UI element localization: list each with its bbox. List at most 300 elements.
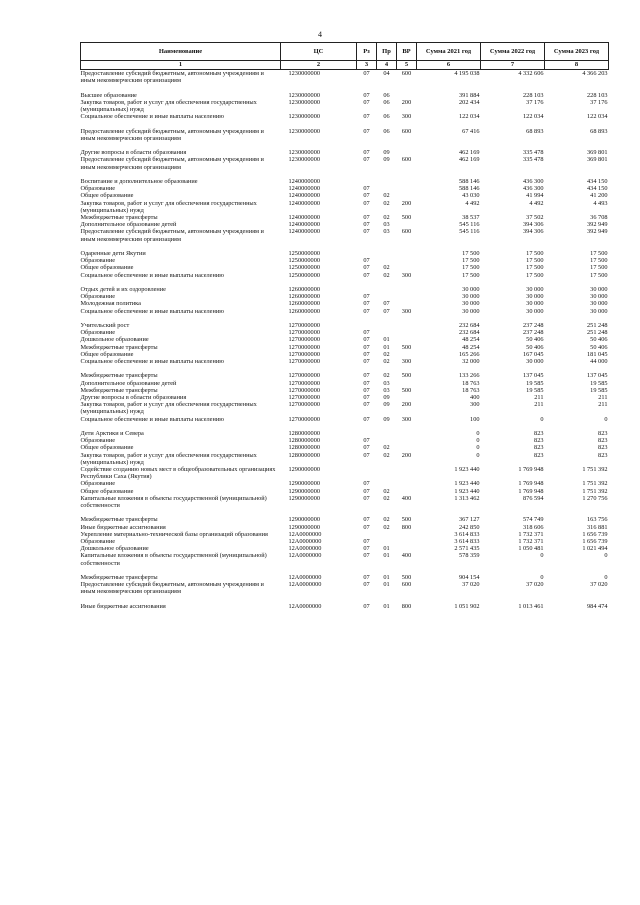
row-name: Социальное обеспечение и иные выплаты населению — [80, 358, 224, 366]
row-sum-2022: 19 585 — [526, 379, 544, 387]
row-cs: 1260000000 — [288, 293, 320, 301]
row-sum-2021: 300 — [470, 401, 480, 409]
row-rz: 07 — [363, 199, 370, 207]
row-pr: 02 — [383, 192, 390, 200]
table-row — [81, 156, 609, 170]
table-row — [81, 250, 609, 257]
row-sum-2022: 0 — [540, 415, 544, 423]
table-row — [81, 380, 609, 387]
row-name: Высшее образование — [80, 91, 137, 99]
row-sum-2023: 19 585 — [590, 379, 608, 387]
row-rz: 07 — [363, 149, 370, 157]
row-name: Социальное обеспечение и иные выплаты населению — [80, 271, 224, 279]
row-vr — [397, 394, 417, 401]
row-sum-2022: 0 — [540, 552, 544, 560]
table-row — [81, 552, 609, 566]
table-row — [81, 300, 609, 307]
row-sum-2023: 251 248 — [587, 322, 608, 329]
row-sum-2023: 122 034 — [587, 113, 608, 121]
row-sum-2023: 0 — [604, 415, 608, 423]
row-rz: 07 — [363, 214, 370, 221]
row-cs: 1230000000 — [288, 113, 320, 121]
row-name: Образование — [80, 257, 116, 265]
row-sum-2022: 30 000 — [526, 300, 544, 308]
row-sum-2023: 211 — [598, 394, 608, 402]
row-cs: 12А0000000 — [288, 574, 322, 582]
row-sum-2023: 4 366 203 — [582, 70, 608, 77]
row-rz: 07 — [363, 516, 370, 524]
row-vr — [397, 286, 417, 293]
header-sum-2022: Сумма 2022 год — [481, 43, 545, 61]
row-rz — [357, 250, 377, 257]
row-cs: 1240000000 — [288, 228, 320, 236]
row-pr: 01 — [383, 343, 390, 351]
row-sum-2022: 394 306 — [523, 228, 544, 236]
row-cs: 1260000000 — [288, 286, 320, 293]
row-cs: 1270000000 — [288, 343, 320, 351]
row-pr — [377, 466, 397, 480]
header-name: Наименование — [81, 43, 281, 61]
row-rz: 07 — [363, 257, 370, 265]
row-vr — [397, 545, 417, 552]
row-sum-2022: 4 332 606 — [518, 70, 544, 77]
table-row — [81, 516, 609, 523]
row-sum-2021: 578 359 — [459, 552, 480, 560]
row-name: Социальное обеспечение и иные выплаты населению — [80, 415, 224, 423]
row-rz — [357, 531, 377, 538]
row-name: Закупка товаров, работ и услуг для обеспечения государственных (муниципальных) нужд — [80, 451, 257, 466]
spacer-row — [81, 509, 609, 516]
row-sum-2023: 369 801 — [587, 149, 608, 157]
spacer-row — [81, 171, 609, 178]
table-row — [81, 394, 609, 401]
row-pr: 02 — [383, 271, 390, 279]
row-sum-2023: 30 000 — [590, 307, 608, 315]
row-sum-2021: 202 434 — [459, 98, 480, 106]
row-rz: 07 — [363, 336, 370, 344]
row-vr: 200 — [401, 98, 412, 106]
row-pr — [377, 480, 397, 487]
table-row — [81, 351, 609, 358]
row-sum-2021: 17 500 — [462, 264, 480, 272]
row-sum-2022: 4 492 — [529, 199, 544, 207]
row-sum-2022: 823 — [534, 444, 544, 452]
row-cs: 1250000000 — [288, 250, 320, 257]
row-vr — [397, 480, 417, 487]
row-name: Социальное обеспечение и иные выплаты населению — [80, 307, 224, 315]
row-rz: 07 — [363, 480, 370, 488]
row-name: Межбюджетные трансферты — [80, 574, 158, 582]
row-sum-2021: 1 923 440 — [454, 487, 480, 495]
row-sum-2022: 823 — [534, 430, 544, 438]
row-cs: 1280000000 — [288, 451, 320, 459]
row-sum-2022: 335 478 — [523, 156, 544, 164]
row-pr — [377, 286, 397, 293]
row-vr: 500 — [401, 574, 412, 582]
row-sum-2021: 4 195 038 — [454, 70, 480, 77]
row-vr: 500 — [401, 214, 412, 221]
row-sum-2022: 574 749 — [523, 516, 544, 524]
row-vr — [397, 178, 417, 185]
table-row — [81, 603, 609, 610]
row-name: Другие вопросы в области образования — [80, 149, 187, 157]
row-pr: 02 — [383, 199, 390, 207]
row-rz: 07 — [363, 415, 370, 423]
table-row — [81, 336, 609, 343]
row-name: Молодежная политика — [80, 300, 141, 308]
column-number: 2 — [281, 61, 357, 70]
spacer-row — [81, 120, 609, 127]
row-sum-2022: 122 034 — [523, 113, 544, 121]
row-name: Предоставление субсидий бюджетным, автономным учреждениям и иным некоммерческим организациям — [80, 127, 264, 142]
row-pr: 06 — [383, 98, 390, 106]
row-pr — [377, 531, 397, 538]
row-rz: 07 — [363, 379, 370, 387]
row-sum-2023: 30 000 — [590, 300, 608, 308]
row-sum-2022: 237 248 — [523, 329, 544, 337]
row-sum-2022: 17 500 — [526, 271, 544, 279]
row-vr: 600 — [401, 127, 412, 135]
row-cs: 1260000000 — [288, 307, 320, 315]
row-cs: 1270000000 — [288, 336, 320, 344]
row-sum-2021: 3 614 833 — [454, 530, 480, 538]
row-sum-2023: 44 000 — [590, 358, 608, 366]
row-name: Дополнительное образование детей — [80, 379, 177, 387]
row-sum-2021: 18 763 — [462, 386, 480, 394]
row-pr: 01 — [383, 336, 390, 344]
row-name: Капитальные вложения в объекты государственной (муниципальной) собственности — [80, 552, 267, 567]
row-rz: 07 — [363, 523, 370, 531]
row-sum-2021: 37 020 — [462, 581, 480, 589]
row-vr: 200 — [401, 199, 412, 207]
row-name: Общее образование — [80, 264, 134, 272]
row-cs: 1260000000 — [288, 300, 320, 308]
row-cs: 1230000000 — [288, 98, 320, 106]
row-pr — [377, 538, 397, 545]
row-sum-2021: 67 416 — [462, 127, 480, 135]
row-name: Дети Арктики и Севера — [80, 430, 144, 438]
row-sum-2022: 237 248 — [523, 322, 544, 329]
row-name: Межбюджетные трансферты — [80, 372, 158, 380]
row-vr — [397, 329, 417, 336]
row-cs: 1240000000 — [288, 214, 320, 221]
spacer-cell — [81, 243, 609, 250]
row-cs: 1290000000 — [288, 487, 320, 495]
row-cs: 1290000000 — [288, 523, 320, 531]
table-row — [81, 452, 609, 466]
row-sum-2022: 41 994 — [526, 192, 544, 200]
row-rz: 07 — [363, 91, 370, 99]
spacer-cell — [81, 596, 609, 603]
row-vr: 800 — [401, 602, 412, 610]
row-sum-2021: 18 763 — [462, 379, 480, 387]
table-row — [81, 401, 609, 415]
row-sum-2023: 163 756 — [587, 516, 608, 524]
row-cs: 1290000000 — [288, 480, 320, 488]
row-sum-2021: 400 — [470, 394, 480, 402]
table-body — [81, 70, 609, 611]
row-rz: 07 — [363, 350, 370, 358]
spacer-row — [81, 142, 609, 149]
row-sum-2021: 367 127 — [459, 516, 480, 524]
row-name: Дошкольное образование — [80, 545, 149, 553]
table-row — [81, 387, 609, 394]
row-sum-2023: 137 045 — [587, 372, 608, 380]
row-vr — [397, 250, 417, 257]
row-sum-2023: 30 000 — [590, 293, 608, 301]
row-pr: 02 — [383, 350, 390, 358]
row-name: Укрепление материально-технической базы организаций образования — [80, 530, 268, 538]
row-vr — [397, 185, 417, 192]
table-row — [81, 545, 609, 552]
row-pr: 01 — [383, 574, 390, 582]
table-row — [81, 444, 609, 451]
row-cs: 1250000000 — [288, 264, 320, 272]
column-number: 7 — [481, 61, 545, 70]
row-sum-2022: 436 300 — [523, 185, 544, 193]
row-sum-2021: 2 571 435 — [454, 545, 480, 553]
row-sum-2021: 30 000 — [462, 293, 480, 301]
row-sum-2021: 1 923 440 — [454, 466, 480, 474]
row-sum-2022: 1 050 481 — [518, 545, 544, 553]
header-sum-2023: Сумма 2023 год — [545, 43, 609, 61]
row-pr: 01 — [383, 545, 390, 553]
row-cs: 1250000000 — [288, 271, 320, 279]
row-rz: 07 — [363, 574, 370, 582]
row-name: Предоставление субсидий бюджетным, автономным учреждениям и иным некоммерческим организациям — [80, 581, 264, 596]
row-rz: 07 — [363, 271, 370, 279]
table-row — [81, 272, 609, 279]
row-sum-2022: 17 500 — [526, 250, 544, 257]
table-row — [81, 488, 609, 495]
row-name: Межбюджетные трансферты — [80, 386, 158, 394]
spacer-cell — [81, 120, 609, 127]
row-rz: 07 — [363, 127, 370, 135]
table-header-row — [81, 43, 609, 61]
row-vr — [397, 264, 417, 271]
row-pr: 03 — [383, 221, 390, 229]
table-row — [81, 128, 609, 142]
row-cs: 12А0000000 — [288, 552, 322, 560]
row-sum-2022: 30 000 — [526, 307, 544, 315]
row-sum-2021: 588 146 — [459, 185, 480, 193]
row-pr — [377, 322, 397, 329]
row-cs: 1280000000 — [288, 430, 320, 438]
table-row — [81, 372, 609, 379]
row-sum-2023: 1 270 756 — [582, 494, 608, 502]
row-sum-2022: 37 176 — [526, 98, 544, 106]
row-sum-2022: 1 769 948 — [518, 466, 544, 474]
row-vr — [397, 322, 417, 329]
table-row — [81, 92, 609, 99]
row-rz: 07 — [363, 401, 370, 409]
row-vr — [397, 380, 417, 387]
column-number: 1 — [81, 61, 281, 70]
row-vr — [397, 300, 417, 307]
row-cs: 1270000000 — [288, 394, 320, 402]
row-sum-2021: 48 254 — [462, 336, 480, 344]
row-name: Образование — [80, 437, 116, 445]
row-sum-2023: 1 656 739 — [582, 530, 608, 538]
table-row — [81, 574, 609, 581]
row-name: Дополнительное образование детей — [80, 221, 177, 229]
row-rz: 07 — [363, 581, 370, 589]
row-sum-2022: 1 769 948 — [518, 487, 544, 495]
row-pr: 01 — [383, 581, 390, 589]
table-row — [81, 214, 609, 221]
row-pr: 04 — [383, 70, 390, 77]
row-vr: 400 — [401, 494, 412, 502]
row-sum-2023: 37 176 — [590, 98, 608, 106]
row-sum-2023: 0 — [604, 574, 608, 582]
row-rz: 07 — [363, 451, 370, 459]
row-cs: 12А0000000 — [288, 538, 322, 546]
row-sum-2021: 30 000 — [462, 286, 480, 293]
row-name: Закупка товаров, работ и услуг для обеспечения государственных (муниципальных) нужд — [80, 401, 257, 416]
row-sum-2021: 17 500 — [462, 250, 480, 257]
row-pr: 06 — [383, 127, 390, 135]
row-pr: 02 — [383, 358, 390, 366]
row-cs: 12А0000000 — [288, 581, 322, 589]
row-name: Предоставление субсидий бюджетным, автономным учреждениям и иным некоммерческим организациям — [80, 156, 264, 171]
row-cs: 1280000000 — [288, 444, 320, 452]
row-rz: 07 — [363, 444, 370, 452]
row-cs: 1290000000 — [288, 466, 320, 474]
table-row — [81, 185, 609, 192]
row-rz: 07 — [363, 386, 370, 394]
row-sum-2022: 1 769 948 — [518, 480, 544, 488]
row-sum-2021: 48 254 — [462, 343, 480, 351]
row-cs: 1270000000 — [288, 401, 320, 409]
row-cs: 12А0000000 — [288, 545, 322, 553]
row-sum-2023: 369 801 — [587, 156, 608, 164]
row-sum-2022: 17 500 — [526, 257, 544, 265]
row-rz: 07 — [363, 293, 370, 301]
table-row — [81, 416, 609, 423]
row-pr: 06 — [383, 91, 390, 99]
row-name: Образование — [80, 185, 116, 193]
row-sum-2023: 823 — [598, 437, 608, 445]
row-sum-2022: 167 045 — [523, 350, 544, 358]
row-sum-2021: 30 000 — [462, 307, 480, 315]
spacer-cell — [81, 171, 609, 178]
row-rz: 07 — [363, 538, 370, 546]
row-sum-2023: 37 020 — [590, 581, 608, 589]
row-name: Закупка товаров, работ и услуг для обеспечения государственных (муниципальных) нужд — [80, 199, 257, 214]
row-pr: 03 — [383, 386, 390, 394]
row-name: Другие вопросы в области образования — [80, 394, 187, 402]
row-rz: 07 — [363, 487, 370, 495]
table-row — [81, 70, 609, 85]
row-rz: 07 — [363, 113, 370, 121]
row-sum-2022: 823 — [534, 437, 544, 445]
row-sum-2023: 1 021 494 — [582, 545, 608, 553]
row-sum-2021: 545 116 — [459, 228, 480, 236]
row-cs: 1290000000 — [288, 516, 320, 524]
table-row — [81, 293, 609, 300]
row-sum-2021: 17 500 — [462, 257, 480, 265]
table-row — [81, 466, 609, 480]
row-rz: 07 — [363, 343, 370, 351]
row-name: Предоставление субсидий бюджетным, автономным учреждениям и иным некоммерческим организациям — [80, 70, 264, 85]
spacer-cell — [81, 423, 609, 430]
row-sum-2023: 1 656 739 — [582, 538, 608, 546]
row-sum-2021: 545 116 — [459, 221, 480, 229]
row-pr — [377, 185, 397, 192]
row-vr — [397, 257, 417, 264]
row-cs: 1240000000 — [288, 221, 320, 229]
row-name: Содействие созданию новых мест в общеобразовательных организациях Республики Саха (Якутия) — [80, 466, 276, 481]
row-cs: 1230000000 — [288, 156, 320, 164]
spacer-cell — [81, 315, 609, 322]
row-sum-2022: 68 893 — [526, 127, 544, 135]
row-rz: 07 — [363, 329, 370, 337]
row-name: Воспитание и дополнительное образование — [80, 177, 198, 185]
row-sum-2023: 251 248 — [587, 329, 608, 337]
row-rz: 07 — [363, 98, 370, 106]
row-sum-2022: 137 045 — [523, 372, 544, 380]
table-row — [81, 221, 609, 228]
row-vr — [397, 437, 417, 444]
column-number: 6 — [417, 61, 481, 70]
table-row — [81, 437, 609, 444]
row-sum-2022: 0 — [540, 574, 544, 582]
row-name: Закупка товаров, работ и услуг для обеспечения государственных (муниципальных) нужд — [80, 98, 257, 113]
row-cs: 1280000000 — [288, 437, 320, 445]
row-sum-2023: 36 708 — [590, 214, 608, 221]
row-name: Межбюджетные трансферты — [80, 516, 158, 524]
row-sum-2023: 211 — [598, 401, 608, 409]
row-rz — [357, 466, 377, 480]
row-name: Иные бюджетные ассигнования — [80, 523, 166, 531]
row-cs: 1270000000 — [288, 322, 320, 329]
row-cs: 1290000000 — [288, 494, 320, 502]
row-sum-2021: 232 684 — [459, 329, 480, 337]
row-pr: 02 — [383, 372, 390, 380]
row-cs: 12А0000000 — [288, 530, 322, 538]
table-row — [81, 149, 609, 156]
row-vr: 300 — [401, 307, 412, 315]
row-pr: 09 — [383, 156, 390, 164]
row-sum-2023: 392 949 — [587, 228, 608, 236]
table-row — [81, 257, 609, 264]
page-number: 4 — [318, 30, 322, 39]
row-vr — [397, 293, 417, 300]
row-sum-2023: 823 — [598, 451, 608, 459]
spacer-row — [81, 567, 609, 574]
row-rz: 07 — [363, 221, 370, 229]
row-sum-2023: 434 150 — [587, 185, 608, 193]
row-cs: 1270000000 — [288, 379, 320, 387]
row-sum-2021: 462 169 — [459, 156, 480, 164]
row-sum-2022: 228 103 — [523, 91, 544, 99]
row-pr: 02 — [383, 516, 390, 524]
row-sum-2021: 0 — [476, 430, 480, 438]
row-sum-2021: 3 614 833 — [454, 538, 480, 546]
row-sum-2021: 462 169 — [459, 149, 480, 157]
row-rz: 07 — [363, 307, 370, 315]
row-pr: 03 — [383, 379, 390, 387]
spacer-cell — [81, 509, 609, 516]
row-rz: 07 — [363, 437, 370, 445]
row-name: Образование — [80, 293, 116, 301]
table-row — [81, 531, 609, 538]
row-sum-2023: 1 751 392 — [582, 466, 608, 474]
table-row — [81, 581, 609, 595]
row-rz — [357, 286, 377, 293]
row-rz: 07 — [363, 372, 370, 380]
row-vr: 300 — [401, 415, 412, 423]
